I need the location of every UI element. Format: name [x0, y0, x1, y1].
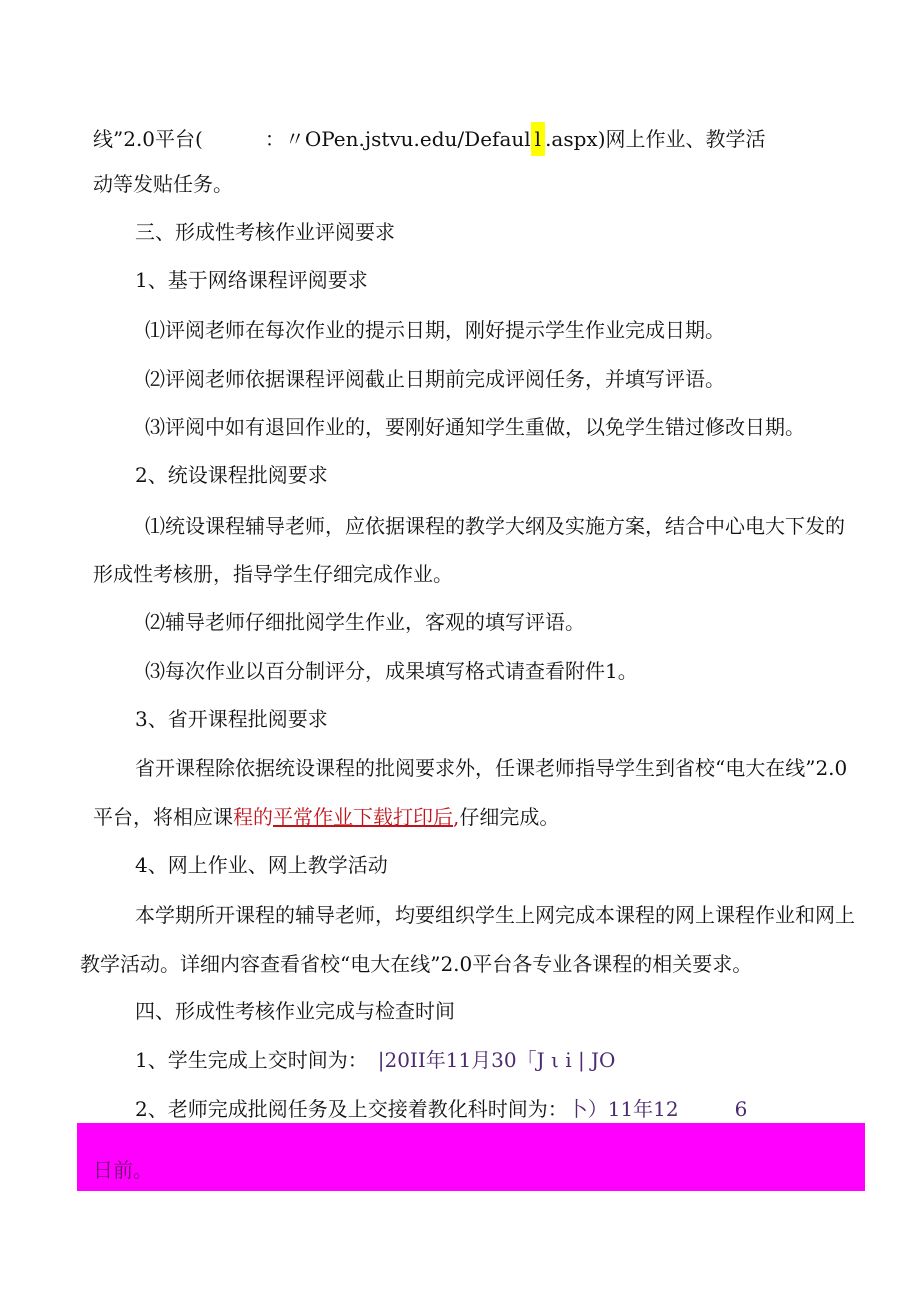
subsection-heading: 4、网上作业、网上教学活动 [135, 853, 388, 877]
paragraph-line [93, 803, 559, 831]
list-item: ⑴统设课程辅导老师，应依据课程的教学大纲及实施方案，结合中心电大下发的 [145, 514, 845, 538]
paragraph-line: 动等发贴任务。 [93, 172, 233, 196]
text: 1、学生完成上交时间为： [135, 1048, 368, 1072]
red-comma: , [453, 805, 460, 829]
paragraph-line [135, 1095, 747, 1123]
highlight-band [77, 1123, 865, 1191]
list-item: ⑵评阅老师依据课程评阅截止日期前完成评阅任务，并填写评语。 [145, 367, 725, 391]
subsection-heading: 3、省开课程批阅要求 [135, 707, 328, 731]
date-text: 6 [734, 1097, 748, 1121]
list-item: ⑶每次作业以百分制评分，成果填写格式请查看附件1。 [145, 659, 638, 683]
highlighted-char: l [531, 122, 545, 156]
paragraph-line: 省开课程除依据统设课程的批阅要求外，任课老师指导学生到省校“电大在线”2.0 [135, 756, 848, 780]
paragraph-line: 教学活动。详细内容查看省校“电大在线”2.0平台各专业各课程的相关要求。 [80, 952, 753, 976]
paragraph-line: 形成性考核册，指导学生仔细完成作业。 [93, 562, 453, 586]
text: 2、老师完成批阅任务及上交接着教化科时间为： [135, 1097, 568, 1121]
list-item: ⑵辅导老师仔细批阅学生作业，客观的填写评语。 [145, 610, 585, 634]
underlined-red-text: 平常作业下载打印后 [273, 805, 453, 829]
section-heading: 三、形成性考核作业评阅要求 [135, 220, 395, 244]
subsection-heading: 1、基于网络课程评阅要求 [135, 268, 368, 292]
list-item: ⑶评阅中如有退回作业的，要刚好通知学生重做，以免学生错过修改日期。 [145, 415, 805, 439]
section-heading: 四、形成性考核作业完成与检查时间 [135, 999, 455, 1023]
list-item: ⑴评阅老师在每次作业的提示日期，刚好提示学生作业完成日期。 [145, 318, 725, 342]
paragraph-line: 日前。 [93, 1158, 153, 1182]
url-suffix: .aspx)网上作业、教学活 [545, 127, 766, 151]
red-text: 程的 [233, 805, 273, 829]
subsection-heading: 2、统设课程批阅要求 [135, 463, 328, 487]
text: 仔细完成。 [459, 805, 560, 829]
paragraph-line [135, 1046, 615, 1074]
date-text: 卜）11年12 [567, 1097, 679, 1121]
line-platform-url [93, 122, 766, 156]
url-text: ：〃OPen.jstvu.edu/Defaul [264, 127, 531, 151]
date-text: |20II年11月30「J ι i | JO [377, 1048, 616, 1072]
paragraph-line: 本学期所开课程的辅导老师，均要组织学生上网完成本课程的网上课程作业和网上 [135, 903, 855, 927]
text: 线”2.0平台( [93, 127, 203, 151]
text: 平台，将相应课 [93, 805, 233, 829]
